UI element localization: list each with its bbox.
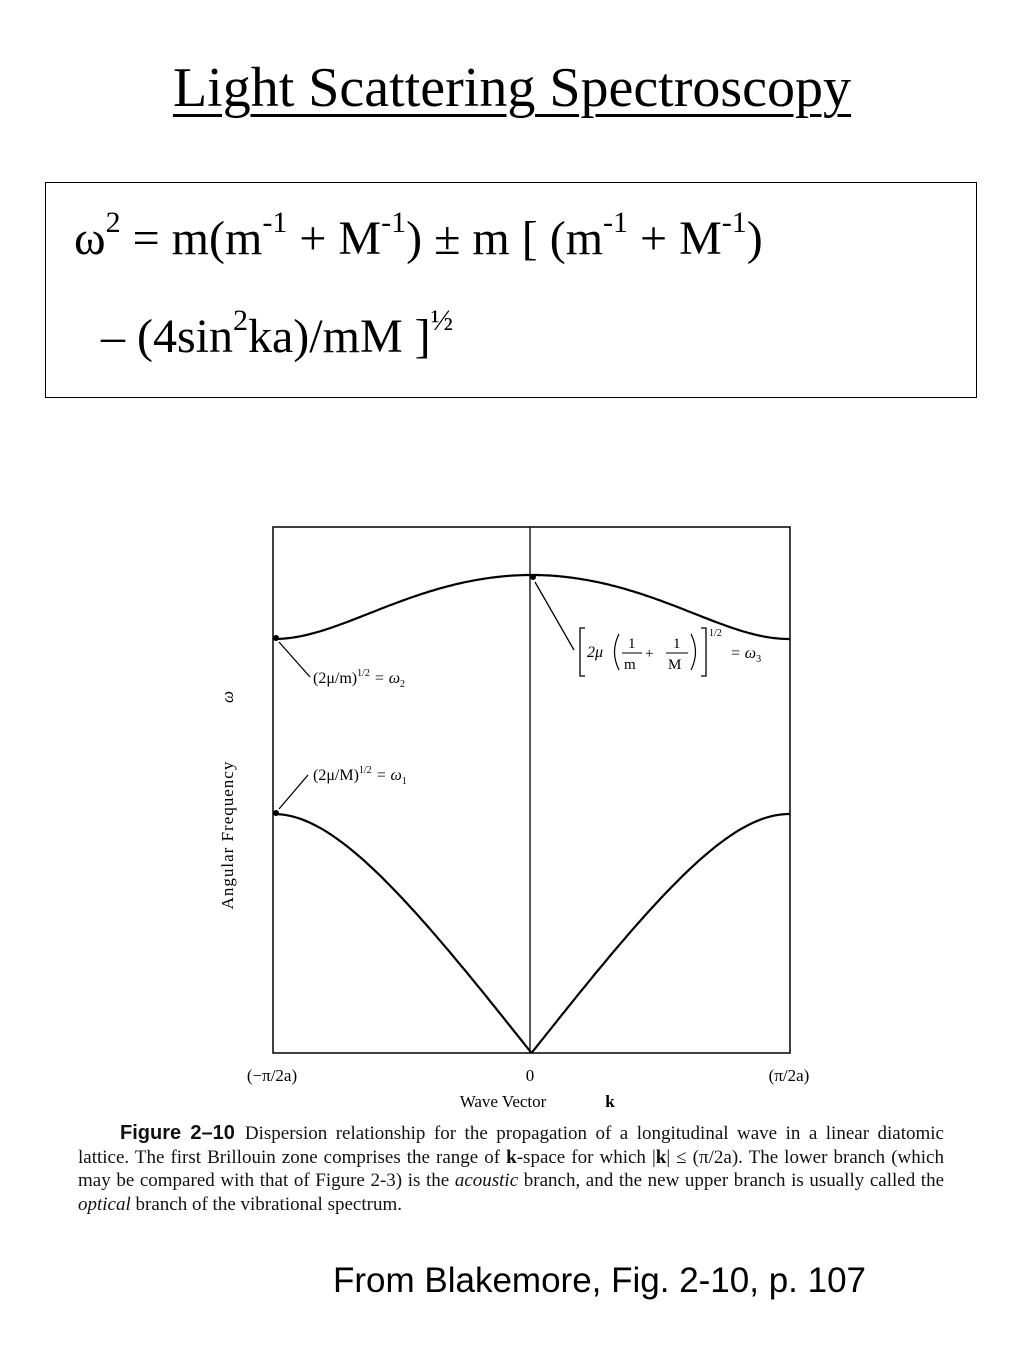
text-segment: -1	[262, 206, 288, 239]
svg-text:+: +	[645, 646, 654, 662]
label-omega3	[580, 628, 761, 676]
arrow-omega2	[279, 642, 310, 677]
svg-text:1: 1	[628, 636, 636, 652]
text-segment: ½	[430, 304, 454, 337]
text-segment: Dispersion relationship for the propagation of a longitudinal wave in a linear diatomic lattice. The first Brillouin zone comprises the range of	[78, 1123, 944, 1168]
arrow-omega1	[279, 775, 308, 809]
plot-frame	[273, 527, 790, 1053]
x-tick-right: (π/2a)	[768, 1066, 810, 1085]
paren-left	[615, 634, 620, 670]
text-segment: ω	[74, 212, 106, 265]
text-segment: | ≤ (π/2a). The lower branch (which may be compared with that of Figure 2-3) is the	[78, 1146, 944, 1191]
bracket-left	[580, 628, 585, 676]
figure-caption	[78, 1122, 944, 1216]
svg-text:M: M	[668, 657, 682, 673]
text-segment: = m(m	[120, 212, 263, 265]
svg-text:= ω3: = $\omega_3$	[730, 645, 762, 665]
text-segment: branch, and the new upper branch is usually called the	[518, 1170, 945, 1191]
text-segment: 2	[233, 304, 248, 337]
text-segment: -1	[381, 206, 407, 239]
text-segment: + M	[287, 212, 382, 265]
x-axis-symbol: k	[605, 1092, 615, 1111]
slide-title: Light Scattering Spectroscopy	[172, 57, 852, 119]
text-segment: branch of the vibrational spectrum.	[130, 1193, 402, 1215]
svg-text:m: m	[624, 657, 636, 673]
arrow-omega3	[535, 582, 574, 650]
text-segment: -space for which |	[516, 1146, 656, 1168]
text-segment: acoustic	[454, 1170, 519, 1191]
text-segment: k	[655, 1146, 667, 1168]
x-axis-label: Wave Vector	[459, 1092, 547, 1111]
text-segment: ) ± m [ (m	[406, 212, 604, 265]
text-segment: -1	[721, 206, 747, 239]
text-segment: )	[746, 212, 763, 265]
source-citation: From Blakemore, Fig. 2-10, p. 107	[333, 1261, 866, 1300]
marker-omega3	[530, 574, 536, 580]
text-segment: ka)/mM ]	[248, 310, 431, 363]
paren-right	[691, 634, 696, 670]
label-omega2: $(2\mu/m)^{1/2} = \omega_2$	[313, 668, 405, 690]
marker-omega1	[273, 810, 279, 816]
text-segment: 2	[105, 206, 121, 239]
text-segment: -1	[603, 206, 629, 239]
text-segment: k	[506, 1146, 517, 1168]
marker-omega2	[273, 635, 279, 641]
text-segment: – (4sin	[101, 310, 233, 363]
svg-text:1: 1	[673, 636, 681, 652]
y-axis-symbol: ω	[218, 690, 237, 704]
acoustic-branch-line	[273, 814, 790, 1053]
bracket-right	[701, 628, 706, 676]
x-tick-left: (−π/2a)	[246, 1066, 298, 1085]
x-tick-center: 0	[525, 1066, 535, 1085]
figure-label: Figure 2–10	[120, 1122, 235, 1144]
label-omega1: $(2\mu/M)^{1/2} = \omega_1$	[313, 765, 407, 787]
svg-text:2μ: 2μ	[587, 644, 604, 661]
text-segment: optical	[78, 1193, 131, 1215]
svg-text:1/2: 1/2	[709, 628, 722, 639]
text-segment: + M	[628, 212, 722, 265]
y-axis-label: Angular Frequency	[218, 760, 237, 910]
